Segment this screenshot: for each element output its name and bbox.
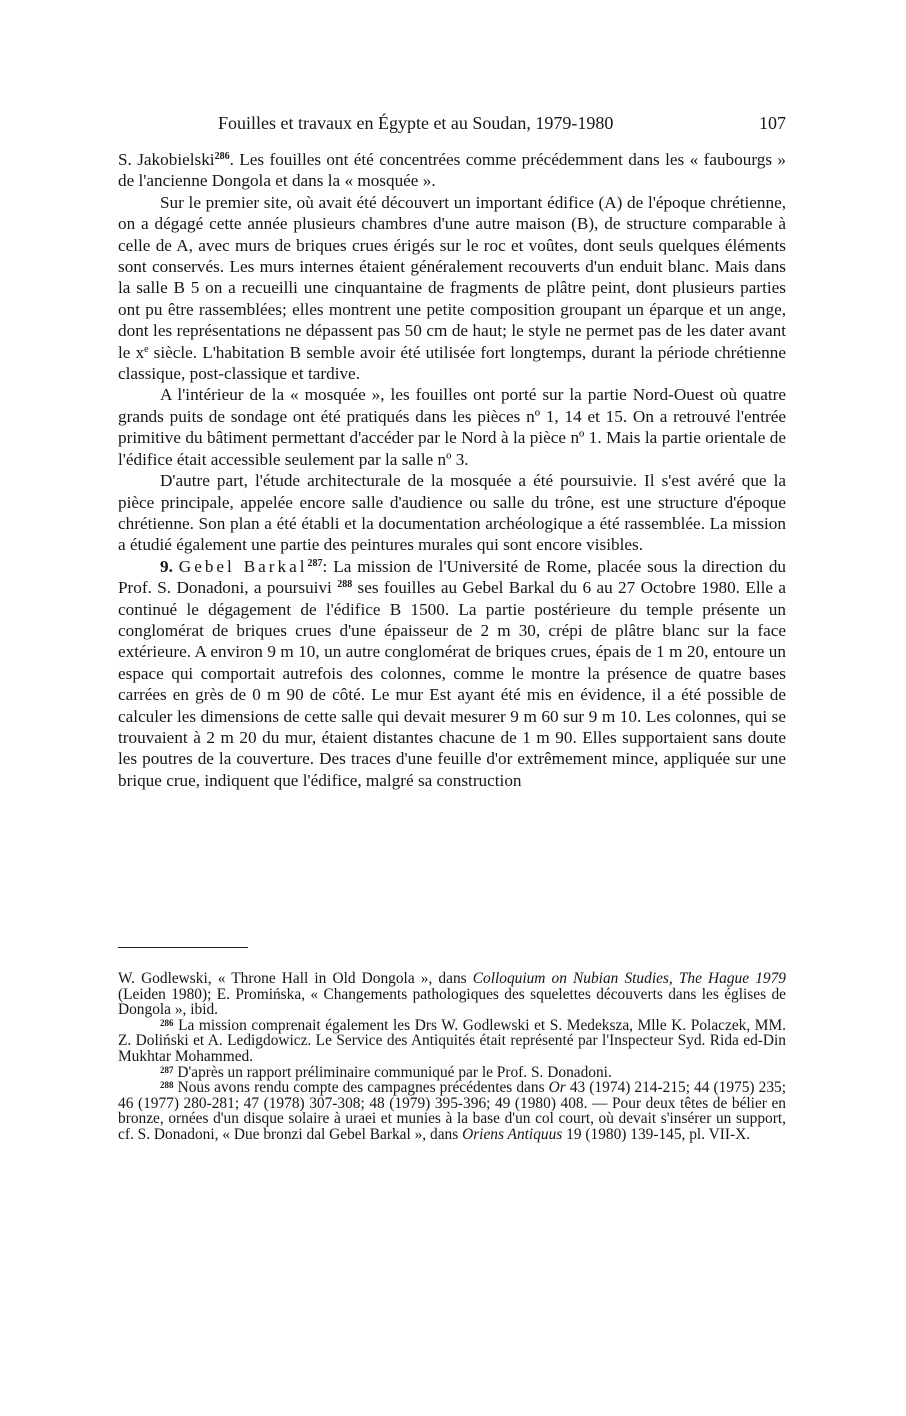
p5-text-b: ses fouilles au Gebel Barkal du 6 au 27 Octobre 1980. Elle a continué le dégagement de l'édifice B 1500. La partie postérieure du temple présente un conglomérat de briques crues d'une épaisseur de 2 m 30, crépi de plâtre blanc sur la face extérieure. A environ 9 m 10, un autre conglomérat de briques crues, épais de 1 m 20, entoure un espace qui comportait autrefois des colonnes, comme le montre la présence de quatre bases carrées en grès de 0 m 90 de côté. Le mur Est ayant été mis en évidence, il a été possible de calculer les dimensions de cette salle qui devait mesurer 9 m 60 sur 9 m 10. Les colonnes, qui se trouvaient à 2 m 20 du mur, étaient distantes chacune de 1 m 90. Elles supportaient sans doute les poutres de la couverture. Des traces d'une feuille d'or extrêmement mince, appliquée sur une brique crue, indiquent que l'édifice, malgré sa construction [118,578,786,790]
section-heading: Gebel Barkal [178,556,308,576]
p1-text-b: . Les fouilles ont été concentrées comme précédemment dans les « faubourgs » de l'ancienne Dongola et dans la « mosquée ». [118,150,786,191]
century-superscript: e [144,343,149,355]
body-text [118,149,786,791]
footnote-ref-287: 287 [307,557,323,569]
p2-text-a: Sur le premier site, où avait été découvert un important édifice (A) de l'époque chrétienne, on a dégagé cette année plusieurs chambres d'une autre maison (B), de structure comparable à celle de A, avec murs de briques crues érigés sur le roc et voûtes, dont seuls quelques éléments sont conservés. Les murs internes étaient généralement recouverts d'un enduit blanc. Mais dans la salle B 5 on a recueilli une cinquantaine de fragments de plâtre peint, dont plusieurs parties ont pu être rassemblées; elles montrent une petite composition groupant un éparque et un ange, dont les représentations ne dépassent pas 50 cm de haut; le style ne permet pas de les dater avant le x [118,192,786,362]
p5-text-a: : La mission de l'Université de Rome, placée sous la direction du Prof. S. Donadoni, a poursuivi [118,556,787,598]
paragraph-1 [118,149,786,192]
footnote-286 [118,1018,786,1065]
page-number: 107 [759,113,786,133]
footnote-287 [118,1065,786,1081]
footnote-number: 287 [160,1064,174,1075]
fn288-journal-2: Oriens Antiquus [462,1125,563,1143]
footnote-separator [118,947,248,948]
footnote-continuation [118,971,786,1018]
section-number: 9. [160,556,173,576]
paragraph-3: A l'intérieur de la « mosquée », les fouilles ont porté sur la partie Nord-Ouest où quatre grands puits de sondage ont été pratiqués dans les pièces nº 1, 14 et 15. On a retrouvé l'entrée primitive du bâtiment permettant d'accéder par le Nord à la pièce nº 1. Mais la partie orientale de l'édifice était accessible seulement par la salle nº 3. [118,385,786,469]
footnote-ref-288: 288 [337,579,353,591]
p2-text-b: siècle. L'habitation B semble avoir été utilisée fort longtemps, durant la période chrétienne classique, post-classique et tardive. [118,342,787,384]
p1-text-a: S. Jakobielski [118,150,215,169]
footnote-text: La mission comprenait également les Drs W. Godlewski et S. Medeksza, Mlle K. Polaczek, MM. Z. Doliński et A. Ledigdowicz. Le Service des Antiquités était représenté par l'Inspecteur Syd. Rida ed-Din Mukhtar Mohammed. [118,1016,786,1065]
paragraph-2 [118,192,786,385]
footnote-288 [118,1080,786,1142]
fn288-journal: Or [548,1079,566,1097]
fn-cont-b: (Leiden 1980); E. Promińska, « Changements pathologiques des squelettes découverts dans les églises de Dongola », ibid. [118,985,786,1019]
paragraph-4: D'autre part, l'étude architecturale de la mosquée a été poursuivie. Il s'est avéré que la pièce principale, appelée encore salle d'audience ou salle du trône, est une structure d'époque chrétienne. Son plan a été établi et la documentation archéologique a été rassemblée. La mission a étudié également une partie des peintures murales qui sont encore visibles. [118,471,786,555]
footnotes [118,971,786,1143]
fn288-text-a: Nous avons rendu compte des campagnes précédentes dans [173,1079,549,1097]
footnote-number: 286 [160,1017,174,1028]
footnote-ref-286: 286 [214,151,230,162]
footnote-text: D'après un rapport préliminaire communiqué par le Prof. S. Donadoni. [173,1063,612,1081]
fn-cont-a: W. Godlewski, « Throne Hall in Old Dongola », dans [118,970,473,987]
fn288-text-c: 19 (1980) 139-145, pl. VII-X. [562,1125,751,1143]
paragraph-5 [118,556,786,791]
running-title: Fouilles et travaux en Égypte et au Soudan, 1979-1980 [218,113,614,133]
footnote-number: 288 [160,1080,174,1091]
fn-cont-title: Colloquium on Nubian Studies, The Hague 1979 [472,970,786,987]
running-header [118,113,786,137]
fn288-text-b: 43 (1974) 214-215; 44 (1975) 235; 46 (1977) 280-281; 47 (1978) 307-308; 48 (1979) 395-396; 49 (1980) 408. — Pour deux têtes de bélier en bronze, ornées d'un disque solaire à uraei et munies à la base d'un col court, où devait s'insérer un support, cf. S. Donadoni, « Due bronzi dal Gebel Barkal », dans [118,1079,786,1143]
